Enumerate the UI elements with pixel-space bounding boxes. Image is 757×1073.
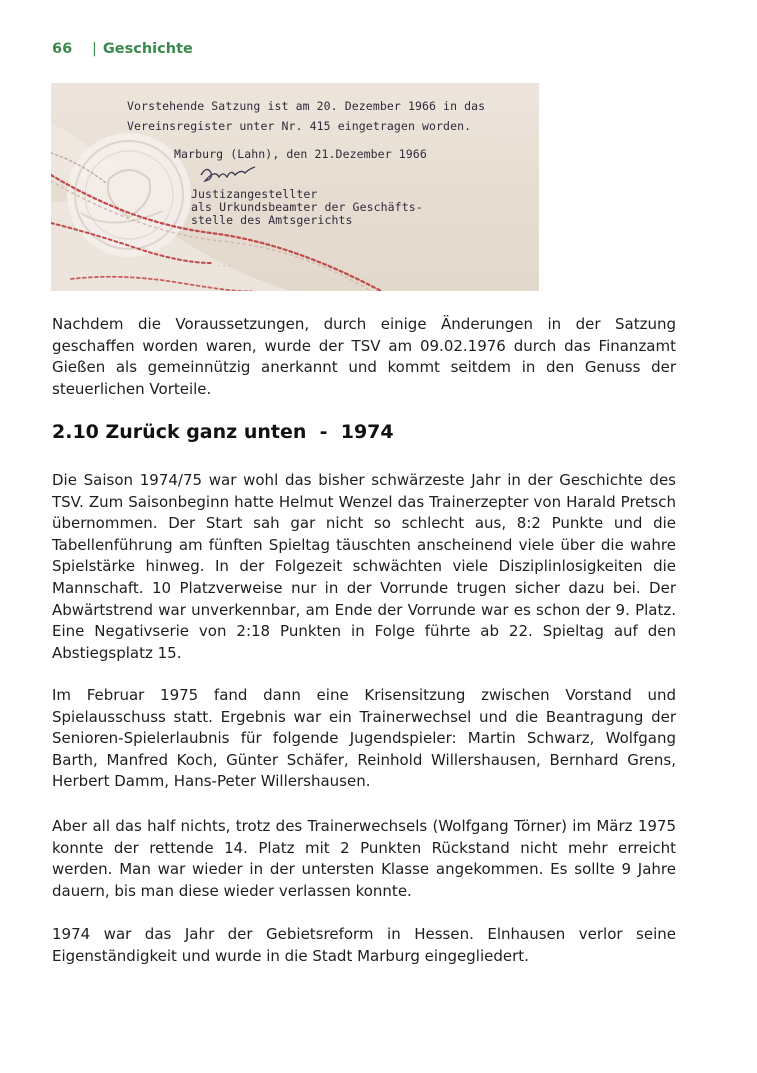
- header-separator: |: [92, 41, 97, 57]
- scan-line: Vereinsregister unter Nr. 415 eingetragen worden.: [127, 119, 472, 133]
- paragraph: Die Saison 1974/75 war wohl das bisher schwärzeste Jahr in der Geschichte des TSV. Zum Saisonbeginn hatte Helmut Wenzel das Trainerzepter von Harald Pretsch übernommen. Der Start sah gar nicht so schlecht aus, 8:2 Punkte und die Tabellenführung am fünften Spieltag täuschten anscheinend viele über die wahre Spielstärke hinweg. In der Folgezeit schwächten viele Disziplinlosigkeiten die Mannschaft. 10 Platzverweise nur in der Vorrunde trugen sicher dazu bei. Der Abwärtstrend war unverkennbar, am Ende der Vorrunde war es schon der 9. Platz. Eine Negativserie von 2:18 Punkten in Folge führte ab 22. Spieltag auf den Abstiegsplatz 15.: [52, 471, 676, 662]
- page-number: 66: [52, 41, 73, 57]
- paragraph: 1974 war das Jahr der Gebietsreform in Hessen. Elnhausen verlor seine Eigenständigkeit und wurde in die Stadt Marburg eingegliedert.: [52, 925, 676, 965]
- paragraph: Im Februar 1975 fand dann eine Krisensitzung zwischen Vorstand und Spielausschuss statt. Ergebnis war ein Trainerwechsel und die Beantragung der Senioren-Spielerlaubnis für folgende Jugendspieler: Martin Schwarz, Wolfgang Barth, Manfred Koch, Günter Schäfer, Reinhold Willershausen, Bernhard Grens, Herbert Damm, Hans-Peter Willershausen.: [52, 686, 676, 791]
- scan-line: als Urkundsbeamter der Geschäfts-: [191, 200, 423, 214]
- scan-line: stelle des Amtsgerichts: [191, 213, 353, 227]
- signature-icon: [201, 167, 255, 181]
- document-scan-image: [51, 83, 539, 291]
- section-title: Geschichte: [102, 41, 193, 57]
- scan-line: Justizangestellter: [191, 187, 318, 201]
- scan-line: Vorstehende Satzung ist am 20. Dezember 1966 in das: [127, 99, 486, 113]
- embossed-seal-icon: [67, 133, 191, 257]
- paragraph: Nachdem die Voraussetzungen, durch einige Änderungen in der Satzung geschaffen worden waren, wurde der TSV am 09.02.1976 durch das Finanzamt Gießen als gemeinnützig anerkannt und kommt seitdem in den Genuss der steuerlichen Vorteile.: [52, 315, 676, 398]
- paragraph: Aber all das half nichts, trotz des Trainerwechsels (Wolfgang Törner) im März 1975 konnte der rettende 14. Platz mit 2 Punkten Rückstand nicht mehr erreicht werden. Man war wieder in der untersten Klasse angekommen. Es sollte 9 Jahre dauern, bis man diese wieder verlassen konnte.: [52, 817, 676, 900]
- scan-line: Marburg (Lahn), den 21.Dezember 1966: [174, 147, 427, 161]
- page-header: [52, 41, 193, 57]
- svg-text:· · ·: · · ·: [217, 262, 232, 272]
- section-heading: 2.10 Zurück ganz unten - 1974: [52, 421, 394, 443]
